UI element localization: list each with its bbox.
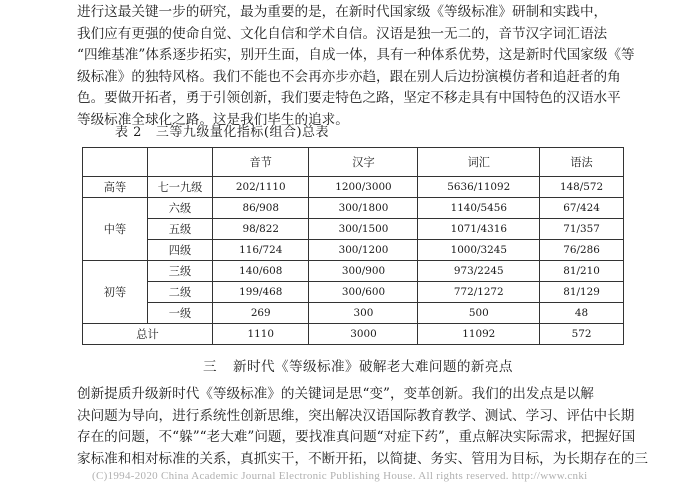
level-indicator-table bbox=[82, 147, 624, 345]
total-cell: 572 bbox=[540, 324, 624, 345]
value-cell: 1071/4316 bbox=[418, 219, 540, 240]
header-vocabulary: 词汇 bbox=[418, 148, 540, 177]
body-paragraph bbox=[77, 384, 648, 470]
header-syllable: 音节 bbox=[213, 148, 309, 177]
value-cell: 500 bbox=[418, 303, 540, 324]
group-intermediate: 中等 bbox=[83, 198, 148, 261]
table-title: 三等九级量化指标(组合)总表 bbox=[155, 125, 330, 140]
value-cell: 300 bbox=[309, 303, 418, 324]
table-header-row bbox=[83, 148, 624, 177]
total-label: 总计 bbox=[83, 324, 213, 345]
value-cell: 81/210 bbox=[540, 261, 624, 282]
value-cell: 973/2245 bbox=[418, 261, 540, 282]
value-cell: 71/357 bbox=[540, 219, 624, 240]
table-row bbox=[83, 282, 624, 303]
value-cell: 199/468 bbox=[213, 282, 309, 303]
text-line: “四维基准”体系逐步拓实，别开生面，自成一体，具有一种体系优势，这是新时代国家级《等 bbox=[77, 47, 635, 64]
header-empty-cell bbox=[148, 148, 213, 177]
text-line: 创新提质升级新时代《等级标准》的关键词是思“变”，变革创新。我们的出发点是以解 bbox=[77, 386, 594, 402]
text-line: 我们应有更强的使命自觉、文化自信和学术自信。汉语是独一无二的，音节汉字词汇语法 bbox=[77, 25, 608, 42]
level-label: 三级 bbox=[148, 261, 213, 282]
value-cell: 1140/5456 bbox=[418, 198, 540, 219]
copyright-watermark: (C)1994-2020 China Academic Journal Electronic Publishing House. All rights reserved. http://www.cnki bbox=[92, 470, 588, 482]
value-cell: 300/1500 bbox=[309, 219, 418, 240]
total-cell: 1110 bbox=[213, 324, 309, 345]
value-cell: 202/1110 bbox=[213, 177, 309, 198]
value-cell: 772/1272 bbox=[418, 282, 540, 303]
table-row bbox=[83, 261, 624, 282]
level-label: 一级 bbox=[148, 303, 213, 324]
header-grammar: 语法 bbox=[540, 148, 624, 177]
level-label: 六级 bbox=[148, 198, 213, 219]
value-cell: 67/424 bbox=[540, 198, 624, 219]
section-title: 新时代《等级标准》破解老大难问题的新亮点 bbox=[233, 359, 513, 375]
section-number: 三 bbox=[203, 359, 217, 375]
table-row bbox=[83, 219, 624, 240]
text-line: 色。要做开拓者，勇于引领创新，我们要走特色之路，坚定不移走具有中国特色的汉语水平 bbox=[77, 90, 621, 107]
value-cell: 148/572 bbox=[540, 177, 624, 198]
table-caption bbox=[115, 121, 329, 140]
text-line: 进行这最关键一步的研究，最为重要的是，在新时代国家级《等级标准》研制和实践中， bbox=[77, 4, 608, 20]
text-line: 等级标准全球化之路。这是我们毕生的追求。 bbox=[77, 111, 349, 128]
text-line: 存在的问题，不“躲”“老大难”问题，要找准真问题“对症下药”，重点解决实际需求，把握好国 bbox=[77, 429, 636, 446]
value-cell: 1200/3000 bbox=[309, 177, 418, 198]
value-cell: 300/900 bbox=[309, 261, 418, 282]
group-elementary: 初等 bbox=[83, 261, 148, 324]
table-row bbox=[83, 177, 624, 198]
intro-paragraph bbox=[77, 2, 635, 132]
value-cell: 300/600 bbox=[309, 282, 418, 303]
value-cell: 86/908 bbox=[213, 198, 309, 219]
level-label: 五级 bbox=[148, 219, 213, 240]
text-line: 家标准和相对标准的关系，真抓实干，不断开拓，以简捷、务实、管用为目标，为长期存在的三 bbox=[77, 450, 648, 467]
level-label: 二级 bbox=[148, 282, 213, 303]
value-cell: 76/286 bbox=[540, 240, 624, 261]
level-label: 四级 bbox=[148, 240, 213, 261]
table-row bbox=[83, 303, 624, 324]
value-cell: 81/129 bbox=[540, 282, 624, 303]
value-cell: 48 bbox=[540, 303, 624, 324]
level-label: 七一九级 bbox=[148, 177, 213, 198]
value-cell: 98/822 bbox=[213, 219, 309, 240]
table-row bbox=[83, 198, 624, 219]
table-number: 表 2 bbox=[115, 125, 142, 140]
group-advanced: 高等 bbox=[83, 177, 148, 198]
text-line: 级标准》的独特风格。我们不能也不会再亦步亦趋，跟在别人后边扮演模仿者和追赶者的角 bbox=[77, 68, 621, 85]
header-empty-cell bbox=[83, 148, 148, 177]
header-character: 汉字 bbox=[309, 148, 418, 177]
table-row bbox=[83, 240, 624, 261]
text-line: 决问题为导向，进行系统性创新思维，突出解决汉语国际教育教学、测试、学习、评估中长期 bbox=[77, 407, 635, 424]
total-cell: 3000 bbox=[309, 324, 418, 345]
value-cell: 140/608 bbox=[213, 261, 309, 282]
table-total-row bbox=[83, 324, 624, 345]
value-cell: 300/1200 bbox=[309, 240, 418, 261]
value-cell: 1000/3245 bbox=[418, 240, 540, 261]
section-heading bbox=[203, 355, 513, 375]
value-cell: 5636/11092 bbox=[418, 177, 540, 198]
value-cell: 116/724 bbox=[213, 240, 309, 261]
value-cell: 300/1800 bbox=[309, 198, 418, 219]
total-cell: 11092 bbox=[418, 324, 540, 345]
value-cell: 269 bbox=[213, 303, 309, 324]
